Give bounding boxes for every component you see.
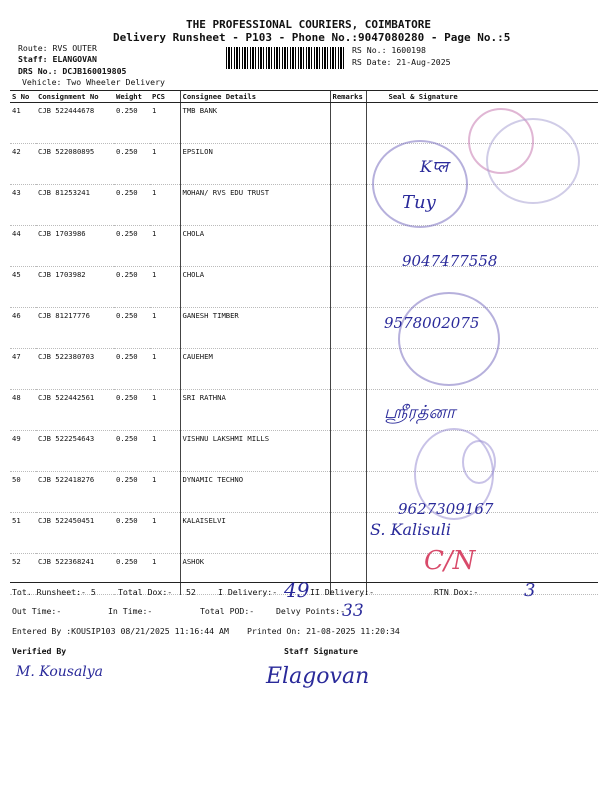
row-consignment: CJB 522080895 xyxy=(36,144,114,185)
row-consignment: CJB 1703986 xyxy=(36,226,114,267)
handwritten-phone-1: 9047477558 xyxy=(402,252,498,270)
row-weight: 0.250 xyxy=(114,185,150,226)
out-time: Out Time:- xyxy=(12,606,62,616)
row-remarks xyxy=(330,308,366,349)
col-pcs: PCS xyxy=(150,91,180,103)
row-sno: 50 xyxy=(10,472,36,513)
row-sno: 51 xyxy=(10,513,36,554)
total-pod: Total POD:- xyxy=(200,606,255,616)
staff-label: Staff: ELANGOVAN xyxy=(18,54,97,64)
i-delivery-hand: 49 xyxy=(284,578,310,602)
row-pcs: 1 xyxy=(150,431,180,472)
route-label: Route: RVS OUTER xyxy=(18,43,97,53)
row-consignee: KALAISELVI xyxy=(180,513,330,554)
staff-signature-scribble: Elagovan xyxy=(266,664,370,689)
row-weight: 0.250 xyxy=(114,349,150,390)
row-pcs: 1 xyxy=(150,308,180,349)
row-consignee: EPSILON xyxy=(180,144,330,185)
delvy-points-hand: 33 xyxy=(342,601,364,621)
stamp-circle xyxy=(486,118,580,204)
tot-runsheet: Tot. Runsheet:- 5 xyxy=(12,587,96,597)
table-row xyxy=(10,431,598,472)
row-remarks xyxy=(330,144,366,185)
col-sno: S No xyxy=(10,91,36,103)
row-consignment: CJB 522442561 xyxy=(36,390,114,431)
row-consignee: GANESH TIMBER xyxy=(180,308,330,349)
row-weight: 0.250 xyxy=(114,267,150,308)
row-remarks xyxy=(330,390,366,431)
vehicle-label: Vehicle: Two Wheeler Delivery xyxy=(22,77,165,87)
row-sno: 45 xyxy=(10,267,36,308)
i-delivery-label: I Delivery:- xyxy=(218,587,278,597)
signature-scribble: S. Kalisuli xyxy=(370,520,452,539)
row-seal xyxy=(366,267,598,308)
total-dox-value: 52 xyxy=(186,587,196,597)
row-consignee: ASHOK xyxy=(180,554,330,595)
table-header xyxy=(10,91,598,103)
row-pcs: 1 xyxy=(150,226,180,267)
row-weight: 0.250 xyxy=(114,554,150,595)
total-dox-label: Total Dox:- xyxy=(118,587,173,597)
stamp-circle xyxy=(462,440,496,484)
printed-on: Printed On: 21-08-2025 11:20:34 xyxy=(247,626,400,636)
row-consignee: CAUEHEM xyxy=(180,349,330,390)
row-consignee: CHOLA xyxy=(180,267,330,308)
row-sno: 44 xyxy=(10,226,36,267)
table-row xyxy=(10,226,598,267)
row-sno: 42 xyxy=(10,144,36,185)
delvy-points: Delvy Points:- xyxy=(276,606,346,616)
row-consignee: MOHAN/ RVS EDU TRUST xyxy=(180,185,330,226)
row-pcs: 1 xyxy=(150,349,180,390)
row-weight: 0.250 xyxy=(114,103,150,144)
table-row xyxy=(10,513,598,554)
entered-by: Entered By :KOUSIP103 08/21/2025 11:16:44 AM xyxy=(12,626,229,636)
row-remarks xyxy=(330,513,366,554)
row-consignment: CJB 81253241 xyxy=(36,185,114,226)
barcode xyxy=(226,47,346,69)
drs-number: DRS No.: DCJB160019805 xyxy=(18,66,127,76)
row-consignment: CJB 81217776 xyxy=(36,308,114,349)
signature-scribble: Kप्ल xyxy=(420,157,449,176)
row-consignment: CJB 522368241 xyxy=(36,554,114,595)
signature-scribble: ஸ்ரீரத்னா xyxy=(384,402,456,423)
row-remarks xyxy=(330,472,366,513)
row-weight: 0.250 xyxy=(114,513,150,554)
row-remarks xyxy=(330,226,366,267)
row-weight: 0.250 xyxy=(114,226,150,267)
col-remarks: Remarks xyxy=(330,91,366,103)
rtn-dox-label: RTN Dox:- xyxy=(434,587,479,597)
row-weight: 0.250 xyxy=(114,144,150,185)
row-weight: 0.250 xyxy=(114,431,150,472)
row-seal xyxy=(366,554,598,595)
row-consignment: CJB 522450451 xyxy=(36,513,114,554)
row-remarks xyxy=(330,431,366,472)
row-consignment: CJB 1703982 xyxy=(36,267,114,308)
row-remarks xyxy=(330,349,366,390)
row-consignment: CJB 522418276 xyxy=(36,472,114,513)
row-consignee: VISHNU LAKSHMI MILLS xyxy=(180,431,330,472)
row-pcs: 1 xyxy=(150,144,180,185)
row-sno: 48 xyxy=(10,390,36,431)
row-weight: 0.250 xyxy=(114,308,150,349)
row-remarks xyxy=(330,103,366,144)
row-pcs: 1 xyxy=(150,103,180,144)
verifier-signature: M. Kousalya xyxy=(16,664,104,680)
table-row xyxy=(10,308,598,349)
row-weight: 0.250 xyxy=(114,390,150,431)
row-pcs: 1 xyxy=(150,185,180,226)
row-sno: 43 xyxy=(10,185,36,226)
row-consignee: SRI RATHNA xyxy=(180,390,330,431)
row-pcs: 1 xyxy=(150,472,180,513)
col-seal: Seal & Signature xyxy=(366,91,598,103)
row-pcs: 1 xyxy=(150,513,180,554)
row-sno: 41 xyxy=(10,103,36,144)
rs-number: RS No.: 1600198 xyxy=(352,45,426,55)
row-consignment: CJB 522254643 xyxy=(36,431,114,472)
ii-delivery-label: II Delivery:- xyxy=(310,587,375,597)
row-sno: 49 xyxy=(10,431,36,472)
handwritten-cn-mark: C/N xyxy=(424,546,476,576)
stamp-circle xyxy=(372,140,468,228)
row-sno: 47 xyxy=(10,349,36,390)
staff-signature-label: Staff Signature xyxy=(284,646,358,656)
row-consignee: CHOLA xyxy=(180,226,330,267)
table-row xyxy=(10,472,598,513)
row-remarks xyxy=(330,185,366,226)
table-row xyxy=(10,267,598,308)
rtn-dox-hand: 3 xyxy=(524,580,536,601)
table-row xyxy=(10,349,598,390)
signature-scribble: Tuy xyxy=(402,192,436,213)
row-remarks xyxy=(330,267,366,308)
row-pcs: 1 xyxy=(150,390,180,431)
runsheet-title: Delivery Runsheet - P103 - Phone No.:9047080280 - Page No.:5 xyxy=(113,31,511,44)
handwritten-phone-2: 9578002075 xyxy=(384,314,480,332)
rs-date: RS Date: 21-Aug-2025 xyxy=(352,57,451,67)
row-sno: 52 xyxy=(10,554,36,595)
handwritten-phone-3: 9627309167 xyxy=(398,500,494,518)
company-name: THE PROFESSIONAL COURIERS, COIMBATORE xyxy=(186,18,432,31)
row-consignee: TMB BANK xyxy=(180,103,330,144)
stamp-circle xyxy=(398,292,500,386)
table-row xyxy=(10,390,598,431)
row-pcs: 1 xyxy=(150,267,180,308)
col-consignment: Consignment No xyxy=(36,91,114,103)
row-consignee: DYNAMIC TECHNO xyxy=(180,472,330,513)
col-consignee: Consignee Details xyxy=(180,91,330,103)
row-consignment: CJB 522444678 xyxy=(36,103,114,144)
row-weight: 0.250 xyxy=(114,472,150,513)
row-consignment: CJB 522380703 xyxy=(36,349,114,390)
col-weight: Weight xyxy=(114,91,150,103)
verified-by-label: Verified By xyxy=(12,646,67,656)
row-sno: 46 xyxy=(10,308,36,349)
row-pcs: 1 xyxy=(150,554,180,595)
in-time: In Time:- xyxy=(108,606,153,616)
